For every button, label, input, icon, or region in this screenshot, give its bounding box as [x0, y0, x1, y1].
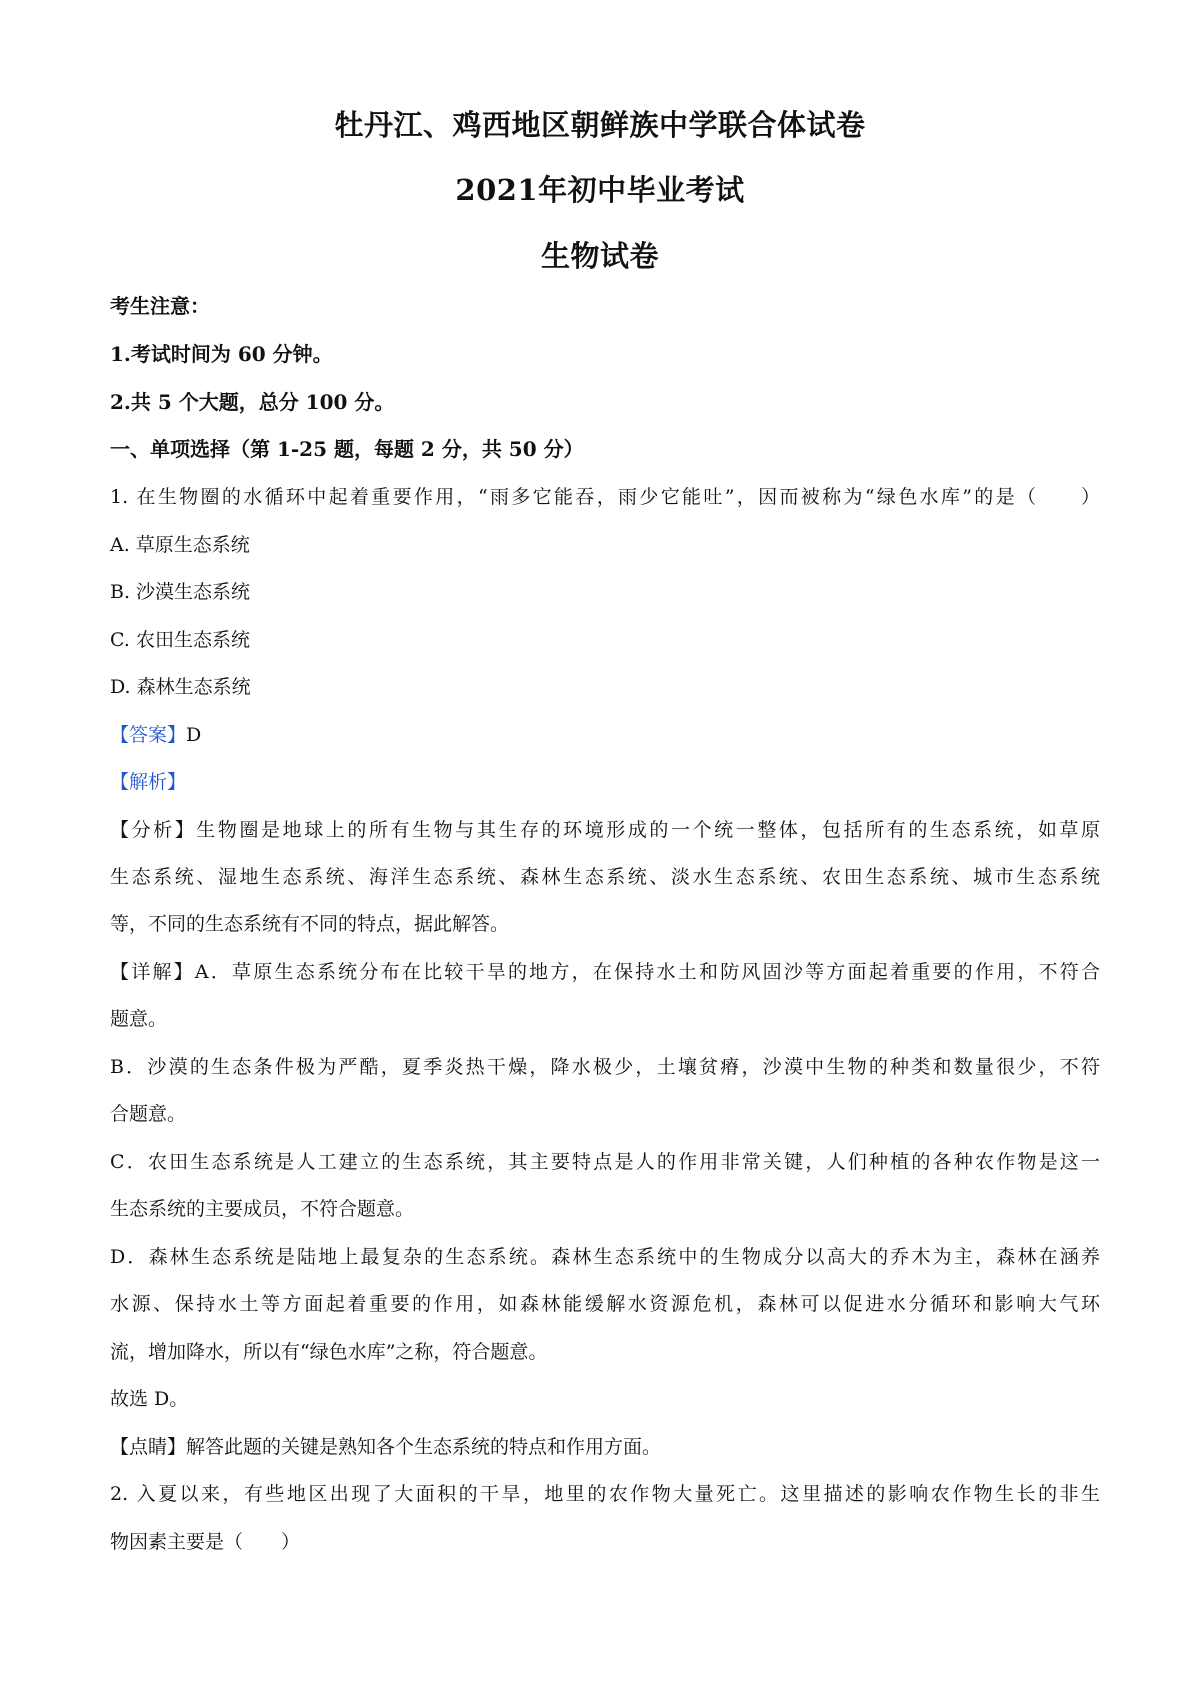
notice-item-score: 2.共 5 个大题，总分 100 分。 [110, 390, 395, 414]
detail-line: 水源、保持水土等方面起着重要的作用，如森林能缓解水资源危机，森林可以促进水分循环和影响大气环 [110, 1293, 1100, 1315]
q1-option-a: A. 草原生态系统 [110, 534, 250, 556]
notice-heading: 考生注意： [110, 294, 210, 318]
q2-stem-line: 2. 入夏以来，有些地区出现了大面积的干旱，地里的农作物大量死亡。这里描述的影响农作物生长的非生 [110, 1483, 1100, 1505]
detail-line: D．森林生态系统是陆地上最复杂的生态系统。森林生态系统中的生物成分以高大的乔木为主，森林在涵养 [110, 1246, 1100, 1268]
detail-line: 合题意。 [110, 1103, 187, 1125]
exam-title-line1: 牡丹江、鸡西地区朝鲜族中学联合体试卷 [334, 108, 866, 142]
analysis-line: 等，不同的生态系统有不同的特点，据此解答。 [110, 913, 510, 935]
section-heading: 一、单项选择（第 1-25 题，每题 2 分，共 50 分） [110, 437, 584, 461]
analysis-label: 【解析】 [110, 771, 187, 793]
analysis-line: 【分析】生物圈是地球上的所有生物与其生存的环境形成的一个统一整体，包括所有的生态系统，如草原 [110, 819, 1100, 841]
q2-stem-line: 物因素主要是（ ） [110, 1531, 301, 1553]
detail-line: C．农田生态系统是人工建立的生态系统，其主要特点是人的作用非常关键，人们种植的各种农作物是这一 [110, 1151, 1100, 1173]
exam-title-line3: 生物试卷 [540, 239, 659, 273]
detail-line: 故选 D。 [110, 1388, 189, 1410]
q1-stem: 1. 在生物圈的水循环中起着重要作用，“雨多它能吞，雨少它能吐”，因而被称为“绿色水库”的是（ ） [110, 486, 1100, 508]
exam-title-line2: 2021年初中毕业考试 [455, 173, 745, 207]
detail-line: 题意。 [110, 1008, 168, 1030]
q1-answer [110, 723, 1100, 747]
detail-line: 【详解】A．草原生态系统分布在比较干旱的地方，在保持水土和防风固沙等方面起着重要的作用，不符合 [110, 961, 1100, 983]
q1-option-b: B. 沙漠生态系统 [110, 581, 251, 603]
detail-line: 流，增加降水，所以有“绿色水库”之称，符合题意。 [110, 1341, 548, 1363]
answer-value: D [186, 724, 202, 746]
analysis-line: 生态系统、湿地生态系统、海洋生态系统、森林生态系统、淡水生态系统、农田生态系统、城市生态系统 [110, 866, 1100, 888]
q1-option-c: C. 农田生态系统 [110, 629, 250, 651]
detail-line: B．沙漠的生态条件极为严酷，夏季炎热干燥，降水极少，土壤贫瘠，沙漠中生物的种类和数量很少，不符 [110, 1056, 1100, 1078]
q1-tip: 【点睛】解答此题的关键是熟知各个生态系统的特点和作用方面。 [110, 1436, 662, 1458]
notice-item-time: 1.考试时间为 60 分钟。 [110, 342, 333, 366]
q1-option-d: D. 森林生态系统 [110, 676, 251, 698]
answer-label: 【答案】 [110, 724, 187, 746]
detail-line: 生态系统的主要成员，不符合题意。 [110, 1198, 415, 1220]
